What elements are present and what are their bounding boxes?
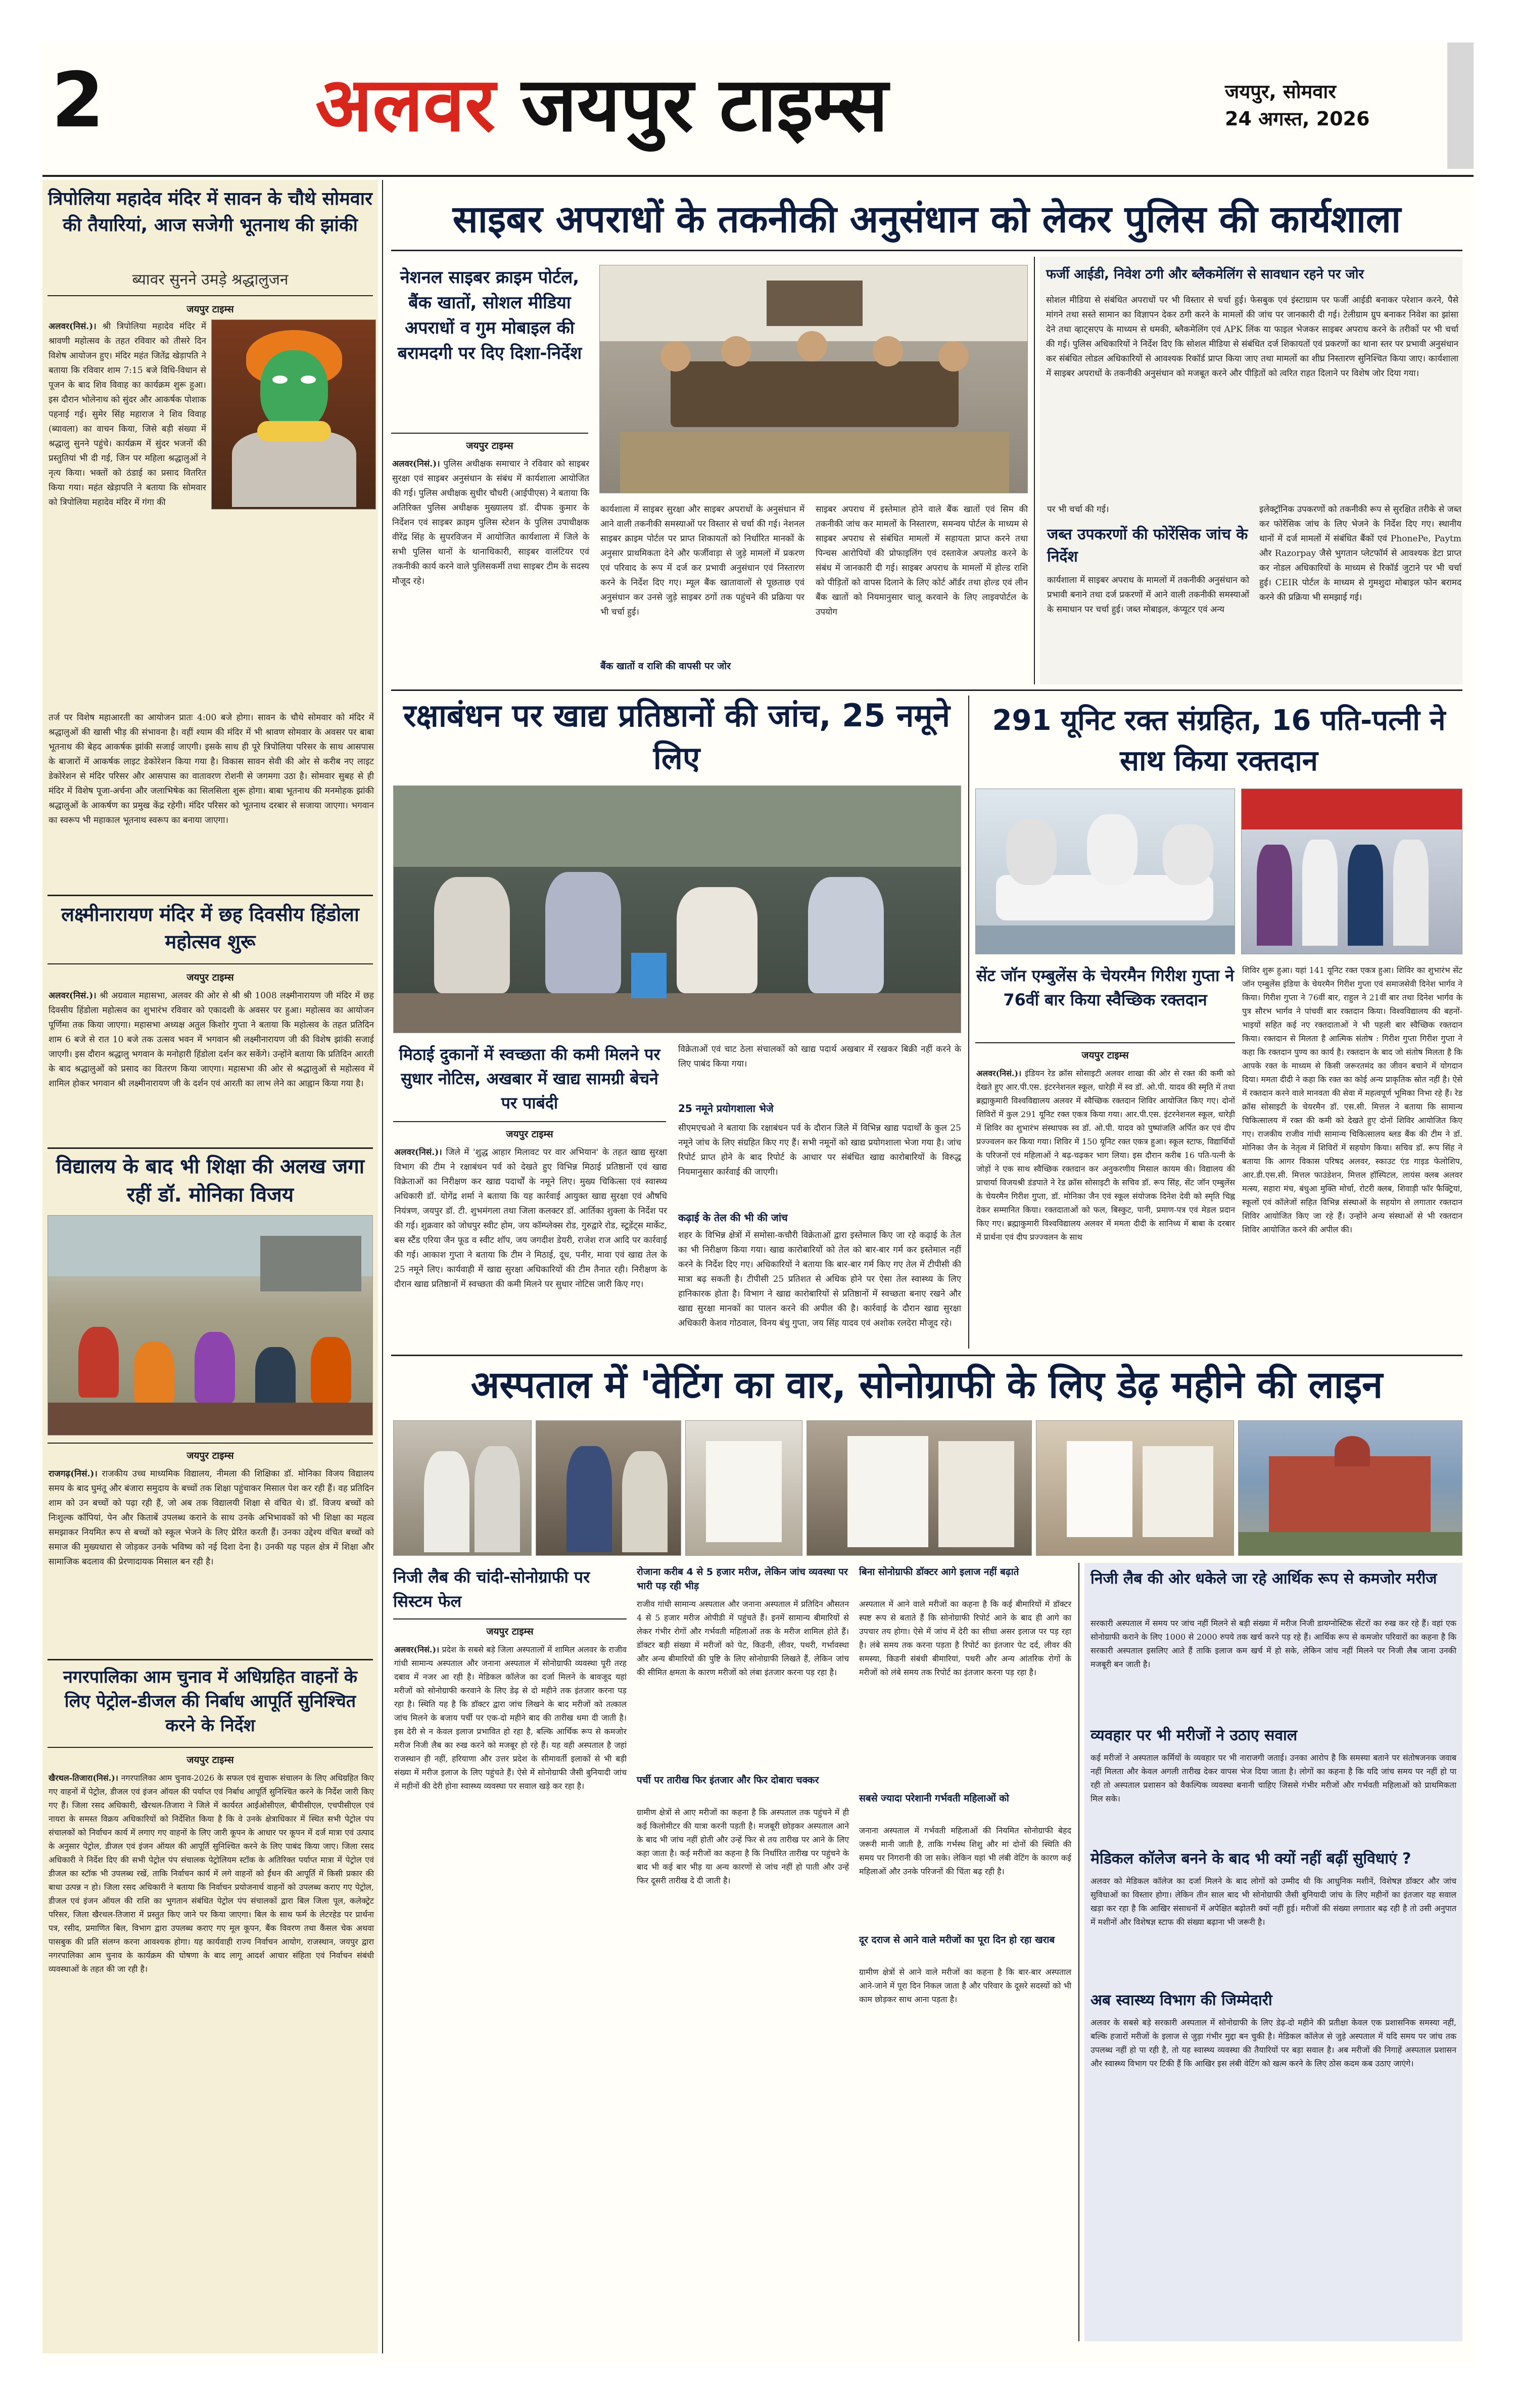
raksha-col2b: सीएमएचओ ने बताया कि रक्षाबंधन पर्व के दौरान जिले में विभिन्न खाद्य पदार्थों के कुल 25 नमूने जांच के लिए संग्रहित किए गए हैं। सभी नमूनों को खाद्य प्रयोगशाला भेजा गया है। जांच रिपोर्ट प्राप्त होने के बाद रिपोर्ट के आधार पर संबंधित खाद्य कारोबारियों के विरुद्ध नियमानुसार कार्रवाई की जाएगी।: [678, 1123, 961, 1177]
masthead-title-red: अलवर: [315, 61, 496, 148]
masthead-dateline: [1225, 78, 1407, 138]
masthead-edge-strip: [1447, 42, 1474, 169]
hospital-right-box: [1084, 1563, 1462, 2341]
tripolia-headline: त्रिपोलिया महादेव मंदिर में सावन के चौथे सोमवार की तैयारियां, आज सजेगी भूतनाथ की झांकी: [48, 189, 372, 236]
fuel-rule: [48, 1747, 373, 1748]
masthead: [42, 42, 1474, 169]
hospital-right-divider: [1078, 1563, 1079, 2341]
hospital-col2-title: रोजाना करीब 4 से 5 हजार मरीज, लेकिन जांच व्यवस्था पर भारी पड़ रही भीड़: [637, 1566, 848, 1592]
raksha-blood-divider: [968, 696, 969, 1349]
newspaper-page: [42, 42, 1474, 2366]
hospital-col2: राजीव गांधी सामान्य अस्पताल और जनाना अस्पताल में प्रतिदिन औसतन 4 से 5 हजार मरीज ओपीडी में पहुंचते हैं। इनमें सामान्य बीमारियों से लेकर गंभीर रोगों और गर्भवती महिलाओं तक के मरीज शामिल होते हैं। डॉक्टर बड़ी संख्या में मरीजों को पेट, किडनी, लीवर, पथरी, गर्भावस्था और अन्य बीमारियों की पुष्टि के लिए सोनोग्राफी लिखते हैं, लेकिन जांच की सीमित क्षमता के कारण मरीजों को लंबा इंतजार करना पड़ रहा है।: [637, 1599, 849, 1677]
blood-headline: 291 यूनिट रक्त संग्रहित, 16 पति-पत्नी ने साथ किया रक्तदान: [992, 704, 1446, 777]
masthead-city-day: जयपुर, सोमवार: [1225, 80, 1336, 103]
hospital-col4-subhead-2: मेडिकल कॉलेज बनने के बाद भी क्यों नहीं बढ़ीं सुविधाएं ?: [1091, 1850, 1411, 1868]
hospital-col2-subhead: पर्ची पर तारीख फिर इंतजार और फिर दोबारा चक्कर: [637, 1775, 819, 1786]
blood-byline: जयपुर टाइम्स: [1081, 1050, 1129, 1061]
hospital-photo-5: [1036, 1420, 1234, 1556]
hospital-building-photo: [1238, 1420, 1462, 1556]
col1-rule-1: [48, 895, 373, 896]
fuel-byline: जयपुर टाइम्स: [186, 1754, 234, 1766]
hospital-col4b: कई मरीजों ने अस्पताल कर्मियों के व्यवहार पर भी नाराजगी जताई। उनका आरोप है कि समस्या बताने पर संतोषजनक जवाब नहीं मिलता और केवल अगली तारीख देकर वापस भेज दिया जाता है। लोगों का कहना है कि यदि जांच समय पर नहीं हो पा रही तो अस्पताल प्रशासन को वैकल्पिक व्यवस्था बनानी चाहिए जिससे गंभीर मरीजों और गर्भवती महिलाओं को प्राथमिकता मिल सके।: [1091, 1753, 1456, 1803]
hospital-photo-1: [393, 1420, 532, 1556]
hindola-rule: [48, 963, 373, 964]
monika-lead: राजगढ़(निसं.)।: [49, 1469, 98, 1479]
fuel-body: नगरपालिका आम चुनाव-2026 के सफल एवं सुचारू संचालन के लिए अधिग्रहित किए गए वाहनों में पेट्रोल, डीजल एवं इंजन ऑयल की पर्याप्त एवं निर्बाध आपूर्ति सुनिश्चित करने के निर्देश जारी किए गए हैं। जिला रसद अधिकारी, खैरथल-तिजारा ने जिले में कार्यरत आईओसीएल, बीपीसीएल, एचपीसीएल एवं नायरा के समस्त विक्रय अधिकारियों को निर्देशित किया है कि वे उनके क्षेत्राधिकार में स्थित सभी पेट्रोल पंप संचालकों को निर्वाचन कार्य में लगाए गए वाहनों के लिए जारी कूपन के आधार पर कूपन में दर्ज मात्रा एवं उत्पाद के अनुसार पेट्रोल, डीजल एवं इंजन ऑयल की आपूर्ति सुनिश्चित करने के लिए पाबंद किया जाए। जिला रसद अधिकारी ने निर्देश दिए की सभी पेट्रोल पंप संचालक पेट्रोलियम स्टॉक के अतिरिक्त पर्याप्त मात्रा में पेट्रोल एवं डीजल का स्टॉक भी उपलब्ध रखें, ताकि निर्वाचन कार्य में लगे वाहनों को ईंधन की आपूर्ति में किसी प्रकार की बाधा उत्पन्न न हो। जिला रसद अधिकारी ने बताया कि निर्वाचन प्रयोजनार्थ वाहनों को उपलब्ध कराए गए पेट्रोल, डीजल एवं इंजन ऑयल की राशि का भुगतान संबंधित पेट्रोल पंप संचालकों द्वारा बिल जिला पूल, कलेक्ट्रेट परिसर, जिला खैरथल-तिजारा में प्रस्तुत किए जाने पर किया जाएगा। बिल के साथ फर्म के लेटरहेड पर प्रार्थना पत्र, रसीद, प्रमाणित बिल, विभाग द्वारा उपलब्ध कराए गए मूल कूपन, बैंक विवरण तथा कैंसल चेक अथवा पासबुक की प्रति संलग्न करना आवश्यक होगा। यह कार्यवाही राज्य निर्वाचन आयोग, राजस्थान, जयपुर द्वारा नगरपालिका आम चुनाव के कार्यक्रम की घोषणा के बाद लागू आदर्श आचार संहिता एवं निर्वाचन संबंधी व्यवस्थाओं के तहत की जा रही है।: [49, 1773, 374, 1974]
masthead-title: [315, 52, 1174, 158]
monika-body-wrap: [49, 1467, 374, 1569]
fuel-body-wrap: [49, 1771, 374, 1976]
food-inspection-photo: [393, 785, 961, 1033]
hospital-col1-wrap: [394, 1643, 627, 1793]
hospital-caption-rule: [393, 1618, 627, 1619]
children-study-photo: [48, 1215, 373, 1435]
hospital-col3-subhead-2: दूर दराज से आने वाले मरीजों का पूरा दिन हो रहा खराब: [859, 1934, 1055, 1946]
hospital-photo-3: [685, 1420, 802, 1556]
hospital-top-rule: [391, 1355, 1462, 1356]
tripolia-body-wrap: [49, 319, 206, 510]
blood-caption-rule: [975, 1042, 1235, 1043]
hospital-col3-title: बिना सोनोग्राफी डॉक्टर आगे इलाज नहीं बढ़ाते: [859, 1566, 1019, 1578]
cyber-col5: इलेक्ट्रॉनिक उपकरणों को तकनीकी रूप से सुरक्षित तरीके से जब्त कर फोरेंसिक जांच के लिए भेजने के निर्देश दिए गए। स्थानीय थानों में दर्ज मामलों में संबंधित बैंकों एवं PhonePe, Paytm और Razorpay जैसे भुगतान प्लेटफॉर्म से आवश्यक डेटा प्राप्त कर नोडल अधिकारियों के माध्यम से रिकॉर्ड जुटाने पर भी चर्चा हुई। CEIR पोर्टल के माध्यम से गुमशुदा मोबाइल फोन बरामद करने की प्रक्रिया भी समझाई गई।: [1259, 504, 1461, 603]
hospital-col4-subhead: व्यवहार पर भी मरीजों ने उठाए सवाल: [1091, 1727, 1298, 1744]
cyber-bottom-rule: [391, 689, 1462, 691]
cyber-headline: साइबर अपराधों के तकनीकी अनुसंधान को लेकर पुलिस की कार्यशाला: [452, 198, 1401, 241]
raksha-col1: जिले में 'शुद्ध आहार मिलावट पर वार अभियान' के तहत खाद्य सुरक्षा विभाग की टीम ने रक्षाबंधन पर्व को देखते हुए विभिन्न मिठाई प्रतिष्ठानों एवं खाद्य विक्रेताओं का निरीक्षण कर खाद्य पदार्थों के नमूने लिए। मुख्य चिकित्सा एवं स्वास्थ्य अधिकारी डॉ. योगेंद्र शर्मा ने बताया कि यह कार्रवाई आयुक्त खाद्य सुरक्षा एवं औषधि नियंत्रण, जयपुर डॉ. टी. शुभमंगला तथा जिला कलक्टर डॉ. आर्तिका शुक्ला के निर्देश पर की गई। शुक्रवार को जोधपुर स्वीट होम, जय कॉम्प्लेक्स रोड, गुरुद्वारे रोड, स्टूडेंट्स मार्केट, बस स्टैंड एरिया जैन फूड व स्वीट शॉप, जय जगदीश डेयरी, राजेश राज आदि पर कार्रवाई की गई। आकाश गुप्ता ने बताया कि टीम ने मिठाई, दूध, पनीर, मावा एवं खाद्य तेल के 25 नमूने लिए। कार्यवाही में खाद्य सुरक्षा अधिकारियों की टीम तैनात रही। निरीक्षण के दौरान खाद्य प्रतिष्ठानों में स्वच्छता की कमी मिलने पर सुधार नोटिस जारी किए गए।: [394, 1147, 667, 1289]
col1-rule-3: [48, 1659, 373, 1660]
monika-headline: विद्यालय के बाद भी शिक्षा की अलख जगा रहीं डॉ. मोनिका विजय: [56, 1155, 365, 1207]
cyber-subheadline: नेशनल साइबर क्राइम पोर्टल, बैंक खातों, सोशल मीडिया अपराधों व गुम मोबाइल की बरामदगी पर दिए दिशा-निर्देश: [397, 267, 582, 363]
blood-lead: अलवर(निसं.)।: [976, 1069, 1022, 1078]
cyber-col2: कार्यशाला में साइबर सुरक्षा और साइबर अपराधों के अनुसंधान में आने वाली तकनीकी समस्याओं पर विस्तार से चर्चा की गई। नेशनल साइबर क्राइम पोर्टल पर प्राप्त शिकायतों को निर्धारित मानकों के अनुसार प्राथमिकता देने और फर्जीवाड़ा से जुड़े मामलों में प्रकरण एवं परिवाद के रूप में दर्ज कर प्रभावी अनुसंधान एवं निस्तारण करने के निर्देश दिए गए। म्यूल बैंक खातावालों से पूछताछ एवं अनुसंधान कर उनसे जुड़े साइबर ठगों तक पहुंचने की प्रक्रिया पर भी चर्चा हुई।: [600, 504, 804, 617]
hospital-col4d: अलवर के सबसे बड़े सरकारी अस्पताल में सोनोग्राफी के लिए डेढ़-दो महीने की प्रतीक्षा केवल एक प्रशासनिक समस्या नहीं, बल्कि हजारों मरीजों के इलाज से जुड़ा गंभीर मुद्दा बन चुकी है। मेडिकल कॉलेज से जुड़े अस्पताल में यदि समय पर जांच तक उपलब्ध नहीं हो पा रही है, तो यह स्वास्थ्य व्यवस्था की तैयारियों पर बड़ा सवाल है। अब मरीजों की निगाहें अस्पताल प्रशासन और स्वास्थ्य विभाग पर टिकी हैं कि आखिर इस लंबी वेटिंग को खत्म करने के लिए ठोस कदम कब उठाए जाएंगे।: [1091, 2018, 1456, 2068]
masthead-title-black: जयपुर टाइम्स: [521, 61, 888, 148]
hospital-col3b: जनाना अस्पताल में गर्भवती महिलाओं की नियमित सोनोग्राफी बेहद जरूरी मानी जाती है, ताकि गर्भस्थ शिशु और मां दोनों की स्थिति की समय पर निगरानी की जा सके। लेकिन यहां भी लंबी वेटिंग के कारण कई महिलाओं और उनके परिजनों की चिंता बढ़ रही है।: [859, 1826, 1071, 1876]
cyber-col4b: कार्यशाला में साइबर अपराध के मामलों में तकनीकी अनुसंधान को प्रभावी बनाने तथा दर्ज प्रकरणों में आने वाली तकनीकी समस्याओं के समाधान पर चर्चा हुई। जब्त मोबाइल, कंप्यूटर एवं अन्य: [1047, 575, 1249, 615]
fuel-headline: नगरपालिका आम चुनाव में अधिग्रहित वाहनों के लिए पेट्रोल-डीजल की निर्बाध आपूर्ति सुनिश्चित करने के निर्देश: [63, 1667, 358, 1736]
raksha-caption-rule: [393, 1121, 666, 1122]
cyber-byline: जयपुर टाइम्स: [466, 440, 513, 451]
raksha-col2c: शहर के विभिन्न क्षेत्रों में समोसा-कचौरी विक्रेताओं द्वारा इस्तेमाल किए जा रहे कढ़ाई के तेल का भी निरीक्षण किया गया। खाद्य कारोबारियों को तेल को बार-बार गर्म कर इस्तेमाल नहीं करने के निर्देश दिए गए। अधिकारियों ने बताया कि बार-बार गर्म किए गए तेल में टीपीसी की मात्रा बढ़ सकती है। टीपीसी 25 प्रतिशत से अधिक होने पर ऐसा तेल स्वास्थ्य के लिए हानिकारक होता है। विभाग ने खाद्य कारोबारियों से प्रतिष्ठानों में स्वच्छता बनाए रखने और खाद्य सुरक्षा मानकों का पालन करने की अपील की है। कार्रवाई के दौरान खाद्य सुरक्षा अधिकारी केशव गोठवाल, विनय बंधु गुप्ता, जय सिंह यादव एवं अशोक रलदेरा मौजूद रहे।: [678, 1230, 961, 1328]
raksha-col2-subhead-1: 25 नमूने प्रयोगशाला भेजे: [678, 1102, 774, 1115]
masthead-date: 24 अगस्त, 2026: [1225, 108, 1370, 130]
fuel-lead: खैरथल-तिजारा(निसं.)।: [49, 1773, 118, 1783]
hospital-photo-2: [536, 1420, 681, 1556]
cyber-right-divider: [1034, 257, 1035, 684]
hospital-col3: अस्पताल में आने वाले मरीजों का कहना है कि कई बीमारियों में डॉक्टर स्पष्ट रूप से बताते हैं कि सोनोग्राफी रिपोर्ट आने के बाद ही आगे का उपचार तय होगा। ऐसे में जांच में देरी का सीधा असर इलाज पर पड़ रहा है। लंबे समय तक करना पड़ता है रिपोर्ट का इंतजार पेट दर्द, लीवर की समस्या, किडनी संबंधी बीमारियां, पथरी और अन्य आंतरिक रोगों के मरीजों को लंबे समय तक रिपोर्ट का इंतजार करना पड़ रहा है।: [859, 1599, 1071, 1677]
hospital-caption: निजी लैब की चांदी-सोनोग्राफी पर सिस्टम फेल: [393, 1567, 590, 1611]
cyber-right-title: फर्जी आईडी, निवेश ठगी और ब्लैकमेलिंग से सावधान रहने पर जोर: [1046, 267, 1364, 282]
raksha-col1-wrap: [394, 1145, 667, 1292]
blood-col2: शिविर शुरू हुआ। यहां 141 यूनिट रक्त एकत्र हुआ। शिविर का शुभारंभ सेंट जॉन एम्बुलेंस इंडिया के चेयरमैन गिरीश गुप्ता एवं समाजसेवी दिनेश भार्गव ने किया। गिरीश गुप्ता ने 76वीं बार, राहुल ने 21वीं बार तथा दिनेश भार्गव के पुत्र सौरभ भार्गव ने पांचवीं बार रक्तदान किया। विश्वविद्यालय की बहनों-भाइयों सहित कई नए रक्तदाताओं ने भी पहली बार स्वैच्छिक रक्तदान किया। रक्तदान से मिलता है आत्मिक संतोष : गिरीश गुप्ता गिरीश गुप्ता ने कहा कि रक्तदान पुण्य का कार्य है। रक्तदान के बाद जो संतोष मिलता है कि आपके रक्त के माध्यम से किसी जरूरतमंद का जीवन बचाने में योगदान दिया। ममता दीदी ने कहा कि रक्त का कोई अन्य प्राकृतिक स्रोत नहीं है। ऐसे में रक्तदान करने वाले मानवता की सेवा में महत्वपूर्ण भूमिका निभा रहे हैं। रेड क्रॉस सोसाइटी के चेयरमैन डॉ. एस.सी. मित्तल ने बताया कि सामान्य चिकित्सालय में रक्त की कमी को देखते हुए दोनों शिविर आयोजित किए गए। राजकीय राजीव गांधी सामान्य चिकित्सालय ब्लड बैंक की टीम ने डॉ. मोनिका जैन के नेतृत्व में शिविरों में सहयोग किया। सचिव डॉ. रूप सिंह ने बताया कि आगर विकास परिषद अलवर, स्काउट एंड गाइड फेलोशिप, आर.डी.एस.सी. मित्तल फाउंडेशन, मित्तल हॉस्पिटल, लायंस क्लब अलवर मत्स्य, सहारा मंच, बंधुआ मुक्ति मोर्चा, रोटरी क्लब, शिवाड़ी फॉर फैक्ट्रियां, स्कूलों एवं कॉलेजों सहित विभिन्न संस्थाओं के सहयोग से लगातार रक्तदान शिविर आयोजित किए जा रहे हैं। उन्होंने अन्य संस्थाओं से भी रक्तदान शिविर आयोजित करने की अपील की।: [1242, 965, 1462, 1234]
hindola-body-wrap: [49, 989, 374, 1091]
masthead-rule: [42, 175, 1474, 177]
cyber-col2-subhead: बैंक खातों व राशि की वापसी पर जोर: [600, 661, 731, 672]
hindola-body: श्री अग्रवाल महासभा, अलवर की ओर से श्री श्री 1008 लक्ष्मीनारायण जी मंदिर में छह दिवसीय हिंडोला महोत्सव का शुभारंभ रविवार को एकादशी के अवसर पर हुआ। महोत्सव का आयोजन पूर्णिमा तक किया जाएगा। महासभा अध्यक्ष अतुल किशोर गुप्ता ने बताया कि महोत्सव के तहत प्रतिदिन शाम 6 बजे से रात 10 बजे तक उत्सव भवन में भगवान श्री लक्ष्मीनारायण जी की विशेष झांकी सजाई जाएगी। इस दौरान श्रद्धालु भगवान के मनोहारी हिंडोला दर्शन कर सकेंगे। उन्होंने बताया कि प्रतिदिन आरती के बाद श्रद्धालुओं को प्रसाद का वितरण किया जाएगा। महासभा की ओर से श्रद्धालुओं से महोत्सव में शामिल होकर भगवान श्री लक्ष्मीनारायण जी के दर्शन एवं आरती का लाभ लेने का आह्वान किया गया है।: [49, 991, 374, 1089]
hindola-headline: लक्ष्मीनारायण मंदिर में छह दिवसीय हिंडोला महोत्सव शुरू: [61, 903, 359, 953]
page-number: 2: [51, 57, 105, 145]
hospital-byline: जयपुर टाइम्स: [486, 1626, 534, 1637]
hindola-byline: जयपुर टाइम्स: [186, 972, 234, 983]
tripolia-byline: जयपुर टाइम्स: [186, 304, 234, 315]
monika-body: राजकीय उच्च माध्यमिक विद्यालय, नीमला की शिक्षिका डॉ. मोनिका विजय विद्यालय समय के बाद घुमंतू और बंजारा समुदाय के बच्चों तक शिक्षा पहुंचाकर मिसाल पेश कर रही हैं। वह प्रतिदिन शाम को उन बच्चों को पढ़ा रही हैं, जो अब तक विद्यालयी शिक्षा से वंचित थे। डॉ. विजय बच्चों को निःशुल्क कॉपियां, पेन और किताबें उपलब्ध कराने के साथ उनके अभिभावकों को भी शिक्षा का महत्व समझाकर नियमित रूप से बच्चों को स्कूल भेजने के लिए प्रेरित करती हैं। उनका उद्देश्य वंचित बच्चों को समाज की मुख्यधारा से जोड़कर उनके भविष्य को नई दिशा देना है। उनकी यह पहल क्षेत्र में शिक्षा और सामाजिक बदलाव की प्रेरणादायक मिसाल बन रही है।: [49, 1469, 374, 1567]
hospital-photo-4: [807, 1420, 1032, 1556]
cyber-workshop-photo: [599, 265, 1028, 493]
hospital-col4-subhead-3: अब स्वास्थ्य विभाग की जिम्मेदारी: [1091, 1992, 1272, 2009]
raksha-lead: अलवर(निसं.)।: [394, 1147, 442, 1157]
cyber-sub-rule: [391, 433, 588, 434]
cyber-col1: पुलिस अधीक्षक समाचार ने रविवार को साइबर सुरक्षा एवं साइबर अनुसंधान के संबंध में कार्यशाला आयोजित की गई। पुलिस अधीक्षक सुधीर चौधरी (आईपीएस) ने बताया कि अतिरिक्त पुलिस अधीक्षक मुख्यालय डॉ. दीपक कुमार के निर्देशन एवं साइबर क्राइम पुलिस स्टेशन के पुलिस उपाधीक्षक वीरेंद्र सिंह के सुपरविजन में आयोजित कार्यशाला में जिले के सभी पुलिस थानों के थानाधिकारी, साइबर वालंटियर एवं तकनीकी कार्य करने वाले पुलिसकर्मी तथा साइबर टीम के सदस्य मौजूद रहे।: [392, 459, 590, 586]
tripolia-lead: अलवर(निसं.)।: [49, 321, 97, 332]
raksha-headline: रक्षाबंधन पर खाद्य प्रतिष्ठानों की जांच, 25 नमूने लिए: [403, 697, 950, 776]
monika-byline: जयपुर टाइम्स: [186, 1450, 234, 1461]
cyber-lead: अलवर(निसं.)।: [392, 459, 440, 469]
shiva-idol-photo: [211, 319, 376, 510]
cyber-right-top: सोशल मीडिया से संबंधित अपराधों पर भी विस्तार से चर्चा हुई। फेसबुक एवं इंस्टाग्राम पर फर्जी आईडी बनाकर परेशान करने, पैसे मांगने तथा सस्ते सामान का विज्ञापन देकर ठगी करने के मामलों की जांच पर जानकारी दी गई। टेलीग्राम ग्रुप बनाकर निवेश का झांसा देने तथा व्हाट्सएप के माध्यम से धमकी, ब्लैकमेलिंग एवं APK लिंक या फाइल भेजकर साइबर अपराध करने के तरीकों पर भी चर्चा की गई। पुलिस अधिकारियों ने निर्देश दिए कि सोशल मीडिया से संबंधित दर्ज शिकायतों एवं प्रकरणों का थाना स्तर पर प्रभावी अनुसंधान कर संबंधित लोडल अधिकारियों से आवश्यक रिकॉर्ड प्राप्त किया जाए तथा मामलों का शीघ्र निस्तारण सुनिश्चित किया जाए। कार्यशाला में साइबर अपराधों के तकनीकी अनुसंधान को मजबूत करने और पीड़ितों को त्वरित राहत दिलाने पर विशेष जोर दिया गया।: [1046, 295, 1458, 379]
blood-donation-photo-2: [1241, 789, 1462, 954]
hospital-lead: अलवर(निसं.)।: [394, 1645, 440, 1654]
tripolia-body-1: श्री त्रिपोलिया महादेव मंदिर में श्रावणी महोत्सव के तहत रविवार को तीसरे दिन विशेष आयोजन हुए। मंदिर महंत जितेंद्र खेड़ापति ने बताया कि रविवार शाम 7:15 बजे विधि-विधान से पूजन के बाद शिव विवाह का कार्यक्रम शुरू हुआ। इस दौरान भोलेनाथ को सुंदर और आकर्षक पोशाक पहनाई गई। सुमेर सिंह महाराज ने शिव विवाह (ब्यावला) का वाचन किया, जिसे बड़ी संख्या में श्रद्धालु सुनने पहुंचे। कार्यक्रम में सुंदर भजनों की प्रस्तुतियां भी दी गई, जिन पर महिला श्रद्धालुओं ने नृत्य किया। भक्तों को ठंडाई का प्रसाद वितरित किया गया। महंत खेड़ापति ने बताया कि सोमवार को त्रिपोलिया महादेव मंदिर में गंगा की: [49, 321, 207, 507]
tripolia-rule: [48, 295, 373, 296]
hospital-col3c: ग्रामीण क्षेत्रों से आने वाले मरीजों का कहना है कि बार-बार अस्पताल आने-जाने में पूरा दिन निकल जाता है और परिवार के दूसरे सदस्यों को भी काम छोड़कर साथ आना पड़ता है।: [859, 1967, 1071, 2004]
hospital-col4-title: निजी लैब की ओर धकेले जा रहे आर्थिक रूप से कमजोर मरीज: [1091, 1570, 1437, 1588]
blood-donation-photo-1: [975, 789, 1235, 954]
hospital-col3-subhead: सबसे ज्यादा परेशानी गर्भवती महिलाओं को: [859, 1793, 1009, 1804]
tripolia-body-2: तर्ज पर विशेष महाआरती का आयोजन प्रातः 4:00 बजे होगा। सावन के चौथे सोमवार को मंदिर में श्रद्धालुओं की खासी भीड़ की संभावना है। वहीं श्याम की मंदिर में भी श्रावण सोमवार के अवसर पर बाबा भूतनाथ की बेहद आकर्षक झांकी सजाई जाएगी। इसके साथ ही पूरे त्रिपोलिया परिसर के साथ आसपास के बाजारों में आकर्षक लाइट डेकोरेशन किया गया है। विकास सावन सेवी की ओर से करीब नए लाइट डेकोरेशन से मंदिर परिसर और आसपास का वातावरण रोशनी से जगमगा उठा है। सोमवार सुबह से ही मंदिर में विशेष पूजा-अर्चना और जलाभिषेक का सिलसिला शुरू होगा। बाबा भूतनाथ की मनमोहक झांकी श्रद्धालुओं के आकर्षण का प्रमुख केंद्र रहेगी। मंदिर परिसर को भूतनाथ दरबार से सजाया जाएगा। भगवान का स्वरूप भी महाकाल भूतनाथ स्वरूप का बनाया जाएगा।: [49, 713, 374, 825]
col1-rule-2: [48, 1147, 373, 1149]
hospital-col2b: ग्रामीण क्षेत्रों से आए मरीजों का कहना है कि अस्पताल तक पहुंचने में ही कई किलोमीटर की यात्रा करनी पड़ती है। मजबूरी छोड़कर अस्पताल आने के बाद भी जांच नहीं होती और उन्हें फिर से तय तारीख पर आने के लिए कहा जाता है। कई मरीजों का कहना है कि निर्धारित तारीख पर पहुंचने के बाद भी कई बार भीड़ या अन्य कारणों से जांच नहीं हो पाती और उन्हें फिर दूसरी तारीख दे दी जाती है।: [637, 1808, 849, 1885]
raksha-col2a: विक्रेताओं एवं चाट ठेला संचालकों को खाद्य पदार्थ अखबार में रखकर बिक्री नहीं करने के लिए पाबंद किया गया।: [678, 1044, 961, 1069]
cyber-col3: साइबर अपराध में इस्तेमाल होने वाले बैंक खातों एवं सिम की तकनीकी जांच कर मामलों के निस्तारण, समन्वय पोर्टल के माध्यम से साइबर अपराध से संबंधित मामलों में सहायता प्राप्त करने तथा पिन्चस आरोपियों की प्रोफाइलिंग एवं दस्तावेज अपलोड करने के संबंध में जानकारी दी गई। साइबर अपराध के मामलों में होल्ड राशि को पीड़ितों को वापस दिलाने के लिए कोर्ट ऑर्डर तथा होल्ड एवं लीन बैंक खातों को नियमानुसार चालू करवाने के लिए लाइवपोर्टल के उपयोग: [816, 504, 1028, 617]
hospital-col4c: अलवर को मेडिकल कॉलेज का दर्जा मिलने के बाद लोगों को उम्मीद थी कि आधुनिक मशीनें, विशेषज्ञ डॉक्टर और जांच सुविधाओं का विस्तार होगा। लेकिन तीन साल बाद भी सोनोग्राफी जैसी बुनियादी जांच के लिए महीनों का इंतजार यह सवाल खड़ा कर रहा है कि आखिर संसाधनों में अपेक्षित बढ़ोतरी क्यों नहीं हुई। मरीजों की संख्या लगातार बढ़ रही है तो उसी अनुपात में मशीनों और विशेषज्ञ स्टाफ की संख्या बढ़ाना भी जरूरी है।: [1091, 1876, 1456, 1927]
hindola-lead: अलवर(निसं.)।: [49, 991, 97, 1001]
left-column-divider: [382, 180, 383, 2353]
cyber-col1-wrap: [392, 457, 589, 589]
raksha-byline: जयपुर टाइम्स: [506, 1129, 553, 1140]
monika-rule: [48, 1443, 373, 1444]
hospital-headline: अस्पताल में 'वेटिंग का वार, सोनोग्राफी के लिए डेढ़ महीने की लाइन: [470, 1363, 1383, 1407]
hospital-col4: सरकारी अस्पताल में समय पर जांच नहीं मिलने से बड़ी संख्या में मरीज निजी डायग्नोस्टिक सेंटरों का रुख कर रहे हैं। वहां एक सोनोग्राफी कराने के लिए 1000 से 2000 रुपये तक खर्च करने पड़ रहे हैं। आर्थिक रूप से कमजोर परिवारों का कहना है कि सरकारी अस्पताल इसलिए आते हैं ताकि इलाज कम खर्च में हो सके, लेकिन जांच नहीं मिलने पर निजी लैब जाना उनकी मजबूरी बन जाती है।: [1091, 1618, 1456, 1669]
raksha-col2-subhead-2: कढ़ाई के तेल की भी की जांच: [678, 1212, 788, 1224]
blood-caption: सेंट जॉन एम्बुलेंस के चेयरमैन गिरीश गुप्ता ने 76वीं बार किया स्वैच्छिक रक्तदान: [976, 966, 1235, 1009]
cyber-col4a: पर भी चर्चा की गई।: [1047, 504, 1109, 515]
cyber-col4-subhead: जब्त उपकरणों की फोरेंसिक जांच के निर्देश: [1047, 526, 1248, 566]
blood-col1: इंडियन रेड क्रॉस सोसाइटी अलवर शाखा की ओर से रक्त की कमी को देखते हुए आर.पी.एस. इंटरनेशनल स्कूल, धारेड़ी में स्व डॉ. ओ.पी. यादव की स्मृति में तथा ब्रह्माकुमारी विश्वविद्यालय अलवर में स्वैच्छिक रक्तदान शिविर आयोजित किए गए। दोनों शिविरों में कुल 291 यूनिट रक्त एकत्र किया गया। आर.पी.एस. इंटरनेशनल स्कूल, धारेड़ी में शिविर का शुभारंभ संस्थापक स्व डॉ. ओ.पी. यादव को पुष्पांजलि अर्पित कर एवं दीप प्रज्ज्वलन कर किया गया। शिविर में 150 यूनिट रक्त एकत्र हुआ। स्कूल स्टाफ, विद्यार्थियों के परिजनों एवं महिलाओं ने बढ़-चढ़कर भाग लिया। इस दौरान करीब 16 पति-पत्नी के जोड़ों ने एक साथ स्वैच्छिक रक्तदान कर अनुकरणीय मिसाल कायम की। विद्यालय की प्राचार्या विजयश्री डंडपाते ने रेड क्रॉस सोसाइटी के सचिव डॉ. रूप सिंह, सेंट जॉन एम्बुलेंस के चेयरमैन गिरीश गुप्ता, डॉ. मोनिका जैन एवं स्कूल संयोजक दिनेश देवी को स्मृति चिह्न देकर सम्मानित किया। रक्तदाताओं को फल, बिस्कुट, पानी, प्रमाण-पत्र एवं मेडल प्रदान किए गए। ब्रह्माकुमारी विश्वविद्यालय अलवर में ममता दीदी के सानिध्य में बाबा के दरबार में प्रार्थना एवं दीप प्रज्ज्वलन के साथ: [976, 1069, 1236, 1242]
blood-col1-wrap: [976, 1067, 1235, 1244]
tripolia-subheadline: ब्यावर सुनने उमड़े श्रद्धालुजन: [132, 271, 289, 289]
hospital-col1: प्रदेश के सबसे बड़े जिला अस्पतालों में शामिल अलवर के राजीव गांधी सामान्य अस्पताल और जनाना अस्पताल में सोनोग्राफी व्यवस्था पूरी तरह दबाव में नजर आ रही है। मेडिकल कॉलेज का दर्जा मिलने के बावजूद यहां मरीजों को सोनोग्राफी करवाने के लिए डेढ़ से दो महीने तक इंतजार करना पड़ रहा है। स्थिति यह है कि डॉक्टर द्वारा जांच लिखने के बाद मरीजों को तत्काल जांच मिलने के बजाय पर्ची पर एक-दो महीने बाद की तारीख थमा दी जाती है। इस देरी से न केवल इलाज प्रभावित हो रहा है, बल्कि आर्थिक रूप से कमजोर मरीज निजी लैब का रुख करने को मजबूर हो रहे हैं। यह वही अस्पताल है जहां राजस्थान ही नहीं, हरियाणा और उत्तर प्रदेश के सीमावर्ती इलाकों से भी बड़ी संख्या में मरीज इलाज के लिए पहुंचते हैं। ऐसे में सोनोग्राफी जैसी बुनियादी जांच में महीनों की देरी होना स्वास्थ्य व्यवस्था पर सवाल खड़े कर रहा है।: [394, 1645, 627, 1791]
cyber-headline-rule: [391, 250, 1462, 251]
raksha-caption: मिठाई दुकानों में स्वच्छता की कमी मिलने पर सुधार नोटिस, अखबार में खाद्य सामग्री बेचने पर पाबंदी: [399, 1045, 660, 1113]
